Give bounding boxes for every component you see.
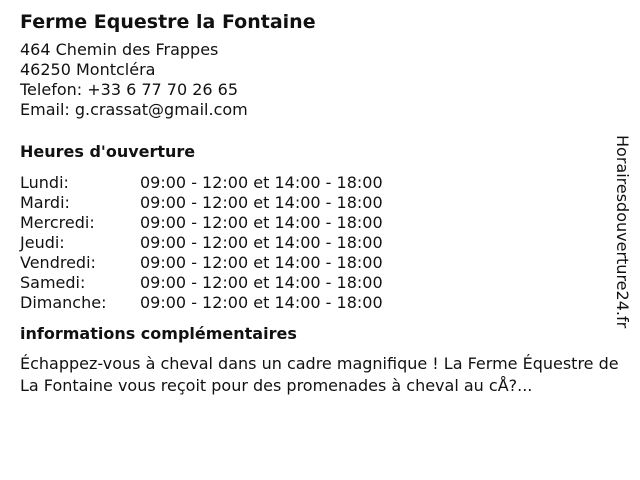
address-block [20, 40, 620, 120]
day-label: Dimanche: [20, 293, 107, 312]
hours-list [20, 173, 620, 313]
watermark-box [612, 135, 634, 345]
business-name: Ferme Equestre la Fontaine [20, 11, 316, 33]
hours-row-friday [20, 253, 620, 273]
day-times: 09:00 - 12:00 et 14:00 - 18:00 [140, 213, 383, 232]
hours-row-monday [20, 173, 620, 193]
day-times: 09:00 - 12:00 et 14:00 - 18:00 [140, 233, 383, 252]
info-description: Échappez-vous à cheval dans un cadre magnifique ! La Ferme Équestre de La Fontaine vous reçoit pour des promenades à cheval au cÅ?... [20, 354, 619, 395]
day-label: Samedi: [20, 273, 86, 292]
info-heading: informations complémentaires [20, 324, 297, 343]
day-label: Lundi: [20, 173, 69, 192]
hours-row-thursday [20, 233, 620, 253]
day-label: Jeudi: [20, 233, 65, 252]
hours-row-sunday [20, 293, 620, 313]
day-times: 09:00 - 12:00 et 14:00 - 18:00 [140, 193, 383, 212]
day-times: 09:00 - 12:00 et 14:00 - 18:00 [140, 173, 383, 192]
day-label: Mardi: [20, 193, 70, 212]
hours-row-saturday [20, 273, 620, 293]
day-label: Vendredi: [20, 253, 96, 272]
site-watermark: Horairesdouverture24.fr [613, 135, 632, 329]
hours-heading: Heures d'ouverture [20, 142, 196, 161]
street-address: 464 Chemin des Frappes [20, 40, 219, 59]
day-times: 09:00 - 12:00 et 14:00 - 18:00 [140, 273, 383, 292]
hours-row-wednesday [20, 213, 620, 233]
email-line: Email: g.crassat@gmail.com [20, 100, 248, 119]
postal-city: 46250 Montcléra [20, 60, 156, 79]
business-card [20, 8, 620, 397]
hours-row-tuesday [20, 193, 620, 213]
day-times: 09:00 - 12:00 et 14:00 - 18:00 [140, 253, 383, 272]
day-times: 09:00 - 12:00 et 14:00 - 18:00 [140, 293, 383, 312]
phone-line: Telefon: +33 6 77 70 26 65 [20, 80, 239, 99]
day-label: Mercredi: [20, 213, 95, 232]
